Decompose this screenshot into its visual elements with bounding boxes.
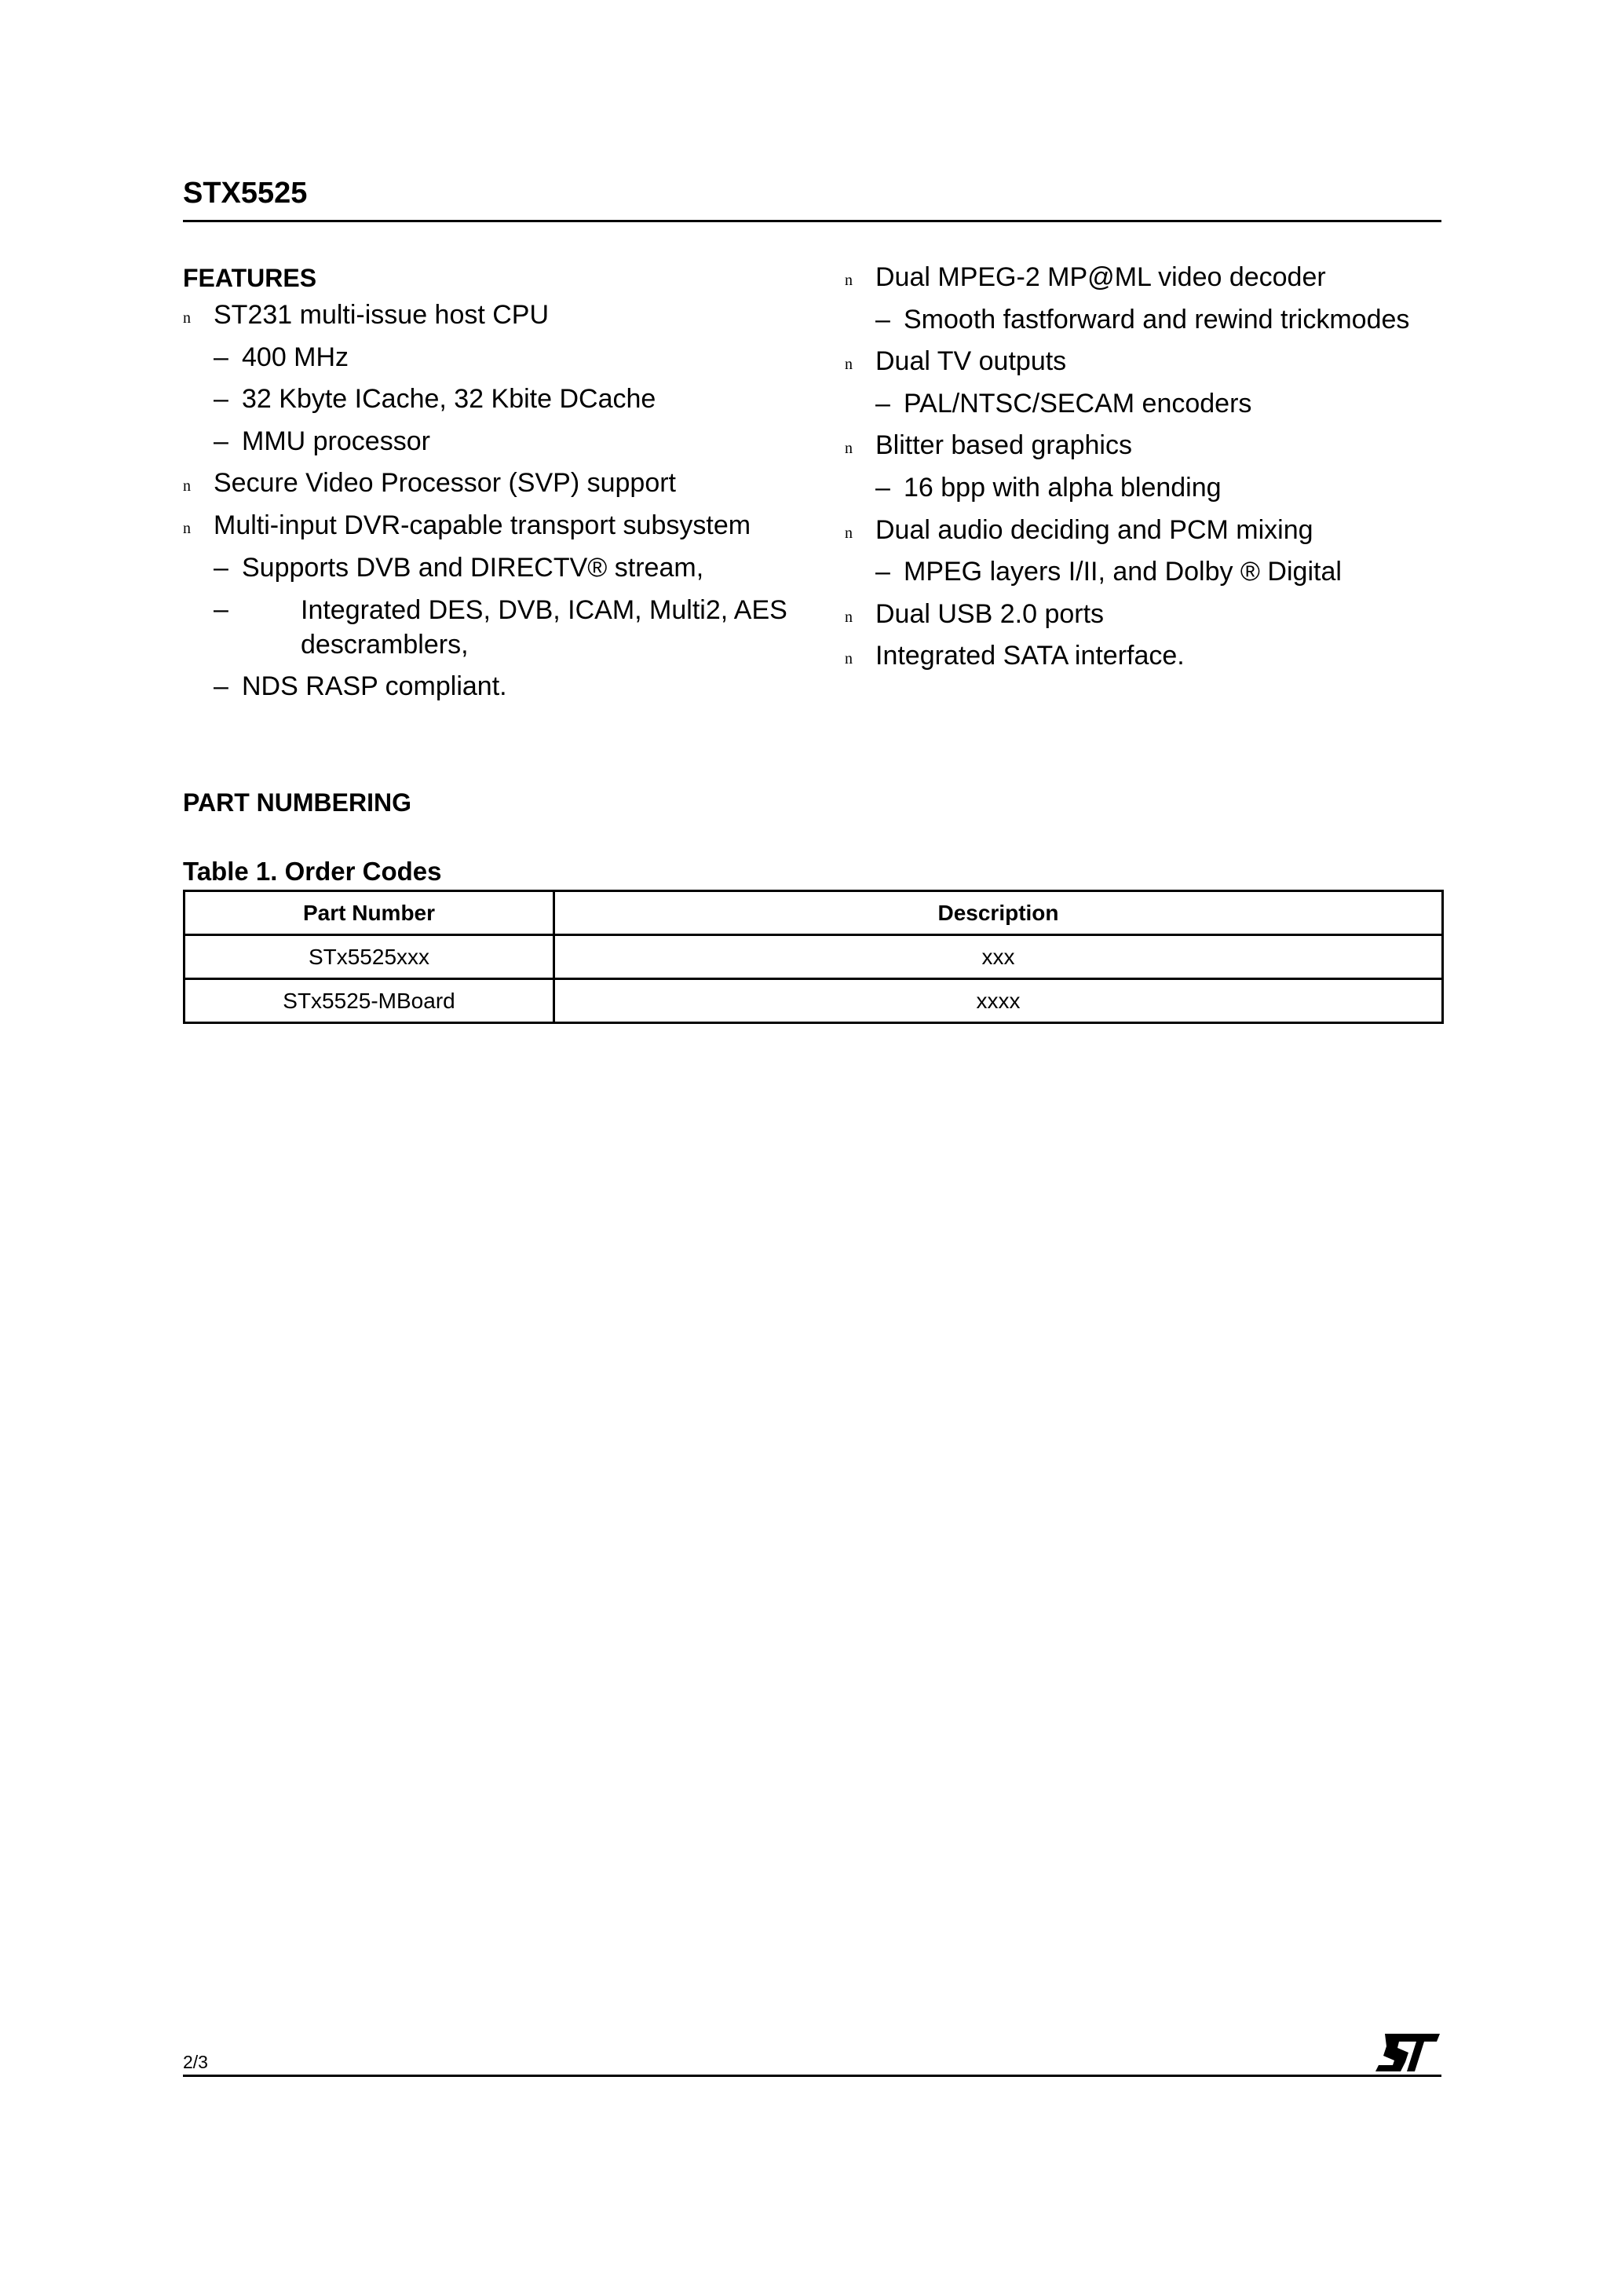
feature-subtext: 32 Kbyte ICache, 32 Kbite DCache <box>242 384 656 415</box>
feature-item <box>845 425 1457 467</box>
description-cell: xxxx <box>554 979 1443 1023</box>
feature-subitem <box>845 299 1457 342</box>
dash-icon: – <box>214 342 228 372</box>
page-number: 2/3 <box>183 2052 208 2072</box>
bullet-icon: n <box>845 272 853 289</box>
dash-icon: – <box>875 472 890 503</box>
feature-item <box>183 505 795 547</box>
feature-subtext: PAL/NTSC/SECAM encoders <box>904 388 1252 419</box>
feature-text: Multi-input DVR-capable transport subsystem <box>214 510 751 540</box>
part-numbering-heading: PART NUMBERING <box>183 788 411 817</box>
feature-subitem <box>183 547 795 590</box>
feature-text: Blitter based graphics <box>875 430 1132 461</box>
bullet-icon: n <box>845 650 853 668</box>
feature-text: Integrated SATA interface. <box>875 641 1185 671</box>
feature-subtext: Integrated DES, DVB, ICAM, Multi2, AES descramblers, <box>301 595 787 660</box>
feature-text: Dual audio deciding and PCM mixing <box>875 514 1313 545</box>
feature-item <box>183 294 795 337</box>
column-header-description: Description <box>554 891 1443 935</box>
feature-subitem <box>845 383 1457 426</box>
feature-item <box>845 257 1457 299</box>
feature-subtext: NDS RASP compliant. <box>242 671 507 702</box>
dash-icon: – <box>214 552 228 583</box>
feature-text: Dual MPEG-2 MP@ML video decoder <box>875 262 1326 292</box>
dash-icon: – <box>214 384 228 415</box>
column-header-part-number: Part Number <box>184 891 554 935</box>
feature-item <box>183 462 795 505</box>
description-cell: xxx <box>554 935 1443 979</box>
document-title: STX5525 <box>183 177 308 210</box>
feature-subtext: 16 bpp with alpha blending <box>904 472 1222 503</box>
feature-item <box>845 341 1457 383</box>
feature-subtext: Smooth fastforward and rewind trickmodes <box>904 304 1410 335</box>
bullet-icon: n <box>845 608 853 626</box>
order-codes-table <box>183 890 1444 1024</box>
feature-text: Dual USB 2.0 ports <box>875 598 1105 629</box>
feature-subitem <box>845 551 1457 594</box>
feature-subtext: MMU processor <box>242 426 430 456</box>
dash-icon: – <box>875 388 890 419</box>
feature-subitem <box>183 421 795 463</box>
dash-icon: – <box>214 426 228 456</box>
footer-rule <box>183 2075 1441 2077</box>
feature-subitem <box>183 666 795 708</box>
dash-icon: – <box>875 304 890 335</box>
features-heading: FEATURES <box>183 264 317 292</box>
feature-text: Dual TV outputs <box>875 346 1067 377</box>
bullet-icon: n <box>845 440 853 458</box>
features-list-left <box>183 294 795 708</box>
feature-subitem <box>183 378 795 421</box>
feature-subitem <box>183 589 795 666</box>
bullet-icon: n <box>845 356 853 374</box>
feature-subtext: Supports DVB and DIRECTV® stream, <box>242 552 704 583</box>
st-logo-icon <box>1375 2034 1440 2071</box>
table-row <box>184 979 1443 1023</box>
table-row <box>184 935 1443 979</box>
dash-icon: – <box>875 557 890 587</box>
feature-text: ST231 multi-issue host CPU <box>214 300 550 330</box>
bullet-icon: n <box>183 519 191 537</box>
feature-subitem <box>845 467 1457 510</box>
feature-subitem <box>183 337 795 379</box>
table-caption: Table 1. Order Codes <box>183 857 442 886</box>
bullet-icon: n <box>183 309 191 327</box>
table-header-row <box>184 891 1443 935</box>
feature-item <box>845 635 1457 678</box>
bullet-icon: n <box>183 477 191 495</box>
features-list-right <box>845 257 1457 678</box>
dash-icon: – <box>214 594 228 625</box>
header-rule <box>183 220 1441 222</box>
feature-subtext: 400 MHz <box>242 342 349 372</box>
feature-item <box>845 594 1457 636</box>
part-number-cell: STx5525xxx <box>184 935 554 979</box>
bullet-icon: n <box>845 524 853 542</box>
dash-icon: – <box>214 671 228 702</box>
feature-item <box>845 510 1457 552</box>
part-number-cell: STx5525-MBoard <box>184 979 554 1023</box>
feature-text: Secure Video Processor (SVP) support <box>214 468 676 499</box>
feature-subtext: MPEG layers I/II, and Dolby ® Digital <box>904 557 1342 587</box>
